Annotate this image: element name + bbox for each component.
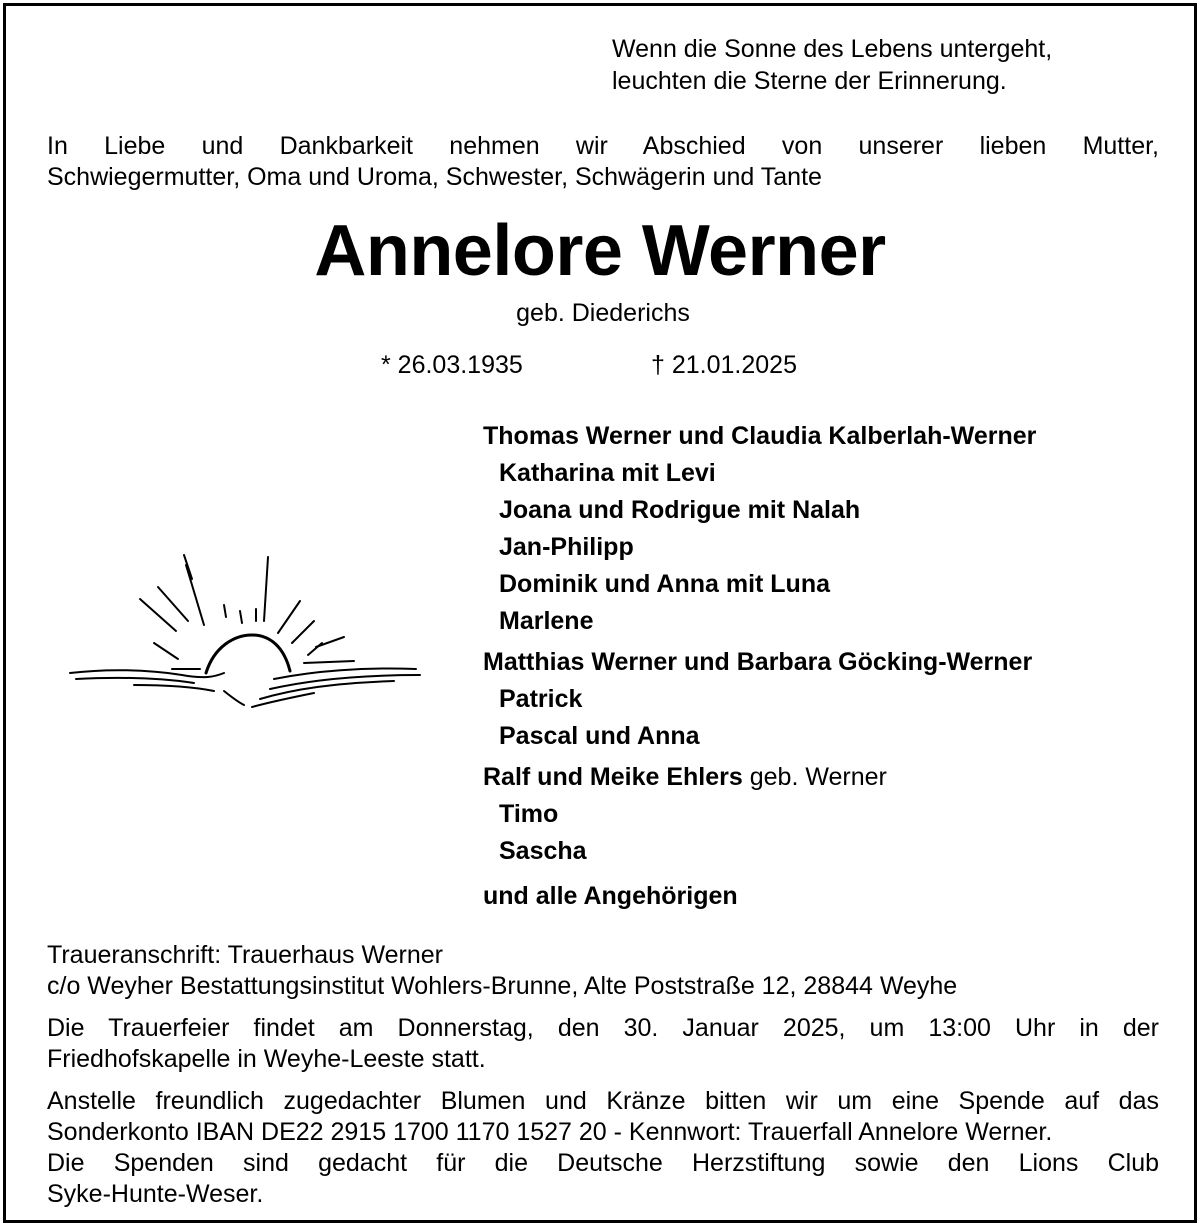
footer-info <box>47 940 1159 1210</box>
memorial-quote <box>612 34 1172 98</box>
quote-line: leuchten die Sterne der Erinnerung. <box>612 67 1007 95</box>
address-line: c/o Weyher Bestattungsinstitut Wohlers-Brunne, Alte Poststraße 12, 28844 Weyhe <box>47 972 958 1000</box>
setting-sun-icon <box>64 551 424 721</box>
all-relatives: und alle Angehörigen <box>483 882 738 910</box>
born-name: geb. Diederichs <box>516 299 690 327</box>
family-member: Jan-Philipp <box>499 533 634 561</box>
death-date: † 21.01.2025 <box>651 351 797 379</box>
address-line: Traueranschrift: Trauerhaus Werner <box>47 941 443 969</box>
donation-line: Sonderkonto IBAN DE22 2915 1700 1170 1527 20 - Kennwort: Trauerfall Annelore Werner. <box>47 1118 1053 1146</box>
family-name: Matthias Werner und Barbara Göcking-Werner <box>483 648 1033 676</box>
donation-line: Syke-Hunte-Weser. <box>47 1180 264 1208</box>
family-member: Patrick <box>499 685 583 713</box>
family-member: Pascal und Anna <box>499 722 700 750</box>
obituary-notice <box>3 3 1197 1223</box>
family-name <box>483 759 1183 796</box>
intro-line: Schwiegermutter, Oma und Uroma, Schwester, Schwägerin und Tante <box>47 163 822 191</box>
birth-date: * 26.03.1935 <box>381 351 523 379</box>
ceremony-line: Friedhofskapelle in Weyhe-Leeste statt. <box>47 1045 486 1073</box>
deceased-name: Annelore Werner <box>314 211 886 291</box>
family-member: Timo <box>499 800 559 828</box>
family-member: Dominik und Anna mit Luna <box>499 570 831 598</box>
quote-line: Wenn die Sonne des Lebens untergeht, <box>612 35 1053 63</box>
ceremony-line: Die Trauerfeier findet am Donnerstag, den 30. Januar 2025, um 13:00 Uhr in der <box>47 1014 1159 1042</box>
family-member: Joana und Rodrigue mit Nalah <box>499 496 861 524</box>
intro-text <box>47 131 1159 193</box>
family-member: Katharina mit Levi <box>499 459 716 487</box>
donation-line: Die Spenden sind gedacht für die Deutsche Herzstiftung sowie den Lions Club <box>47 1149 1159 1177</box>
family-member: Marlene <box>499 607 594 635</box>
family-name-bold: Ralf und Meike Ehlers <box>483 763 743 791</box>
donation-line: Anstelle freundlich zugedachter Blumen und Kränze bitten wir um eine Spende auf das <box>47 1087 1159 1115</box>
intro-line: In Liebe und Dankbarkeit nehmen wir Abschied von unserer lieben Mutter, <box>47 132 1159 160</box>
mourners-list <box>483 418 1183 915</box>
family-name: Thomas Werner und Claudia Kalberlah-Werner <box>483 422 1037 450</box>
family-member: Sascha <box>499 837 587 865</box>
family-name-suffix: geb. Werner <box>742 763 887 791</box>
